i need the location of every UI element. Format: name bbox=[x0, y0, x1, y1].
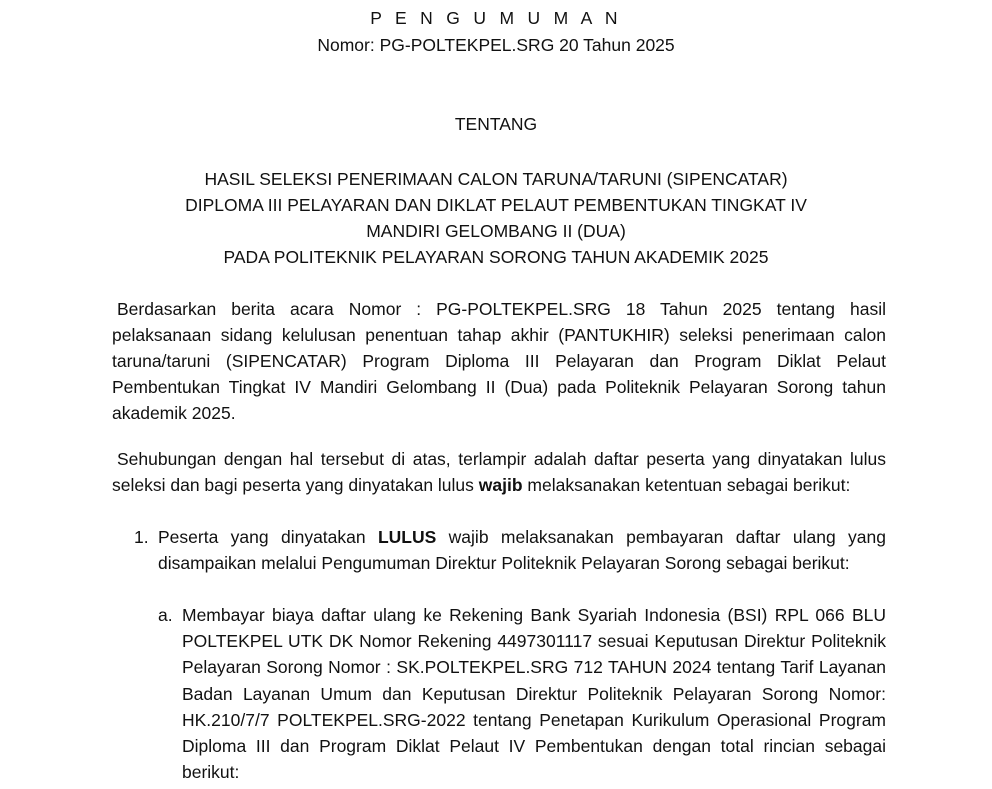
paragraph-emphasis: wajib bbox=[478, 475, 523, 495]
paragraph-text: melaksanakan ketentuan sebagai berikut: bbox=[522, 475, 851, 495]
list-item-text bbox=[158, 524, 886, 576]
sub-list-item-text: Membayar biaya daftar ulang ke Rekening Bank Syariah Indonesia (BSI) RPL 066 BLU POLTEKPEL UTK DK Nomor Rekening 4497301117 sesuai Keputusan Direktur Politeknik Pelayaran Sorong Nomor : SK.POLTEKPEL.SRG 712 TAHUN 2024 tentang Tarif Layanan Badan Layanan Umum dan Keputusan Direktur Politeknik Pelayaran Sorong Nomor: HK.210/7/7 POLTEKPEL.SRG-2022 tentang Penetapan Kurikulum Operasional Program Diploma III dan Program Diklat Pelaut IV Pembentukan dengan total rincian sebagai berikut: bbox=[182, 605, 886, 783]
subject-line: DIPLOMA III PELAYARAN DAN DIKLAT PELAUT PEMBENTUKAN TINGKAT IV bbox=[185, 195, 807, 215]
list-emphasis: LULUS bbox=[377, 527, 437, 547]
sub-list-item-a bbox=[158, 602, 886, 785]
subject-line: MANDIRI GELOMBANG II (DUA) bbox=[366, 221, 626, 241]
about-heading: TENTANG bbox=[454, 114, 538, 134]
list-number: 1. bbox=[134, 527, 149, 547]
list-text: Peserta yang dinyatakan bbox=[158, 527, 378, 547]
list-text: wajib melaksanakan pembayaran daftar ulang yang disampaikan melalui Pengumuman Direktur Politeknik Pelayaran Sorong sebagai berikut: bbox=[158, 527, 886, 573]
sub-list-letter: a. bbox=[158, 605, 173, 625]
paragraph-follow-up bbox=[112, 446, 886, 498]
announcement-title: P E N G U M U M A N bbox=[370, 8, 622, 28]
announcement-number: Nomor: PG-POLTEKPEL.SRG 20 Tahun 2025 bbox=[317, 35, 675, 55]
list-item-1 bbox=[134, 524, 886, 576]
subject-line: HASIL SELEKSI PENERIMAAN CALON TARUNA/TARUNI (SIPENCATAR) bbox=[204, 169, 788, 189]
paragraph-basis: Berdasarkan berita acara Nomor : PG-POLTEKPEL.SRG 18 Tahun 2025 tentang hasil pelaksanaan sidang kelulusan penentuan tahap akhir (PANTUKHIR) seleksi penerimaan calon taruna/taruni (SIPENCATAR) Program Diploma III Pelayaran dan Program Diklat Pelaut Pembentukan Tingkat IV Mandiri Gelombang II (Dua) pada Politeknik Pelayaran Sorong tahun akademik 2025. bbox=[112, 299, 886, 423]
announcement-subject bbox=[0, 166, 992, 270]
subject-line: PADA POLITEKNIK PELAYARAN SORONG TAHUN AKADEMIK 2025 bbox=[223, 247, 769, 267]
paragraph-text: Sehubungan dengan hal tersebut di atas, terlampir adalah daftar peserta yang dinyatakan lulus seleksi dan bagi peserta yang dinyatakan lulus bbox=[112, 449, 886, 495]
